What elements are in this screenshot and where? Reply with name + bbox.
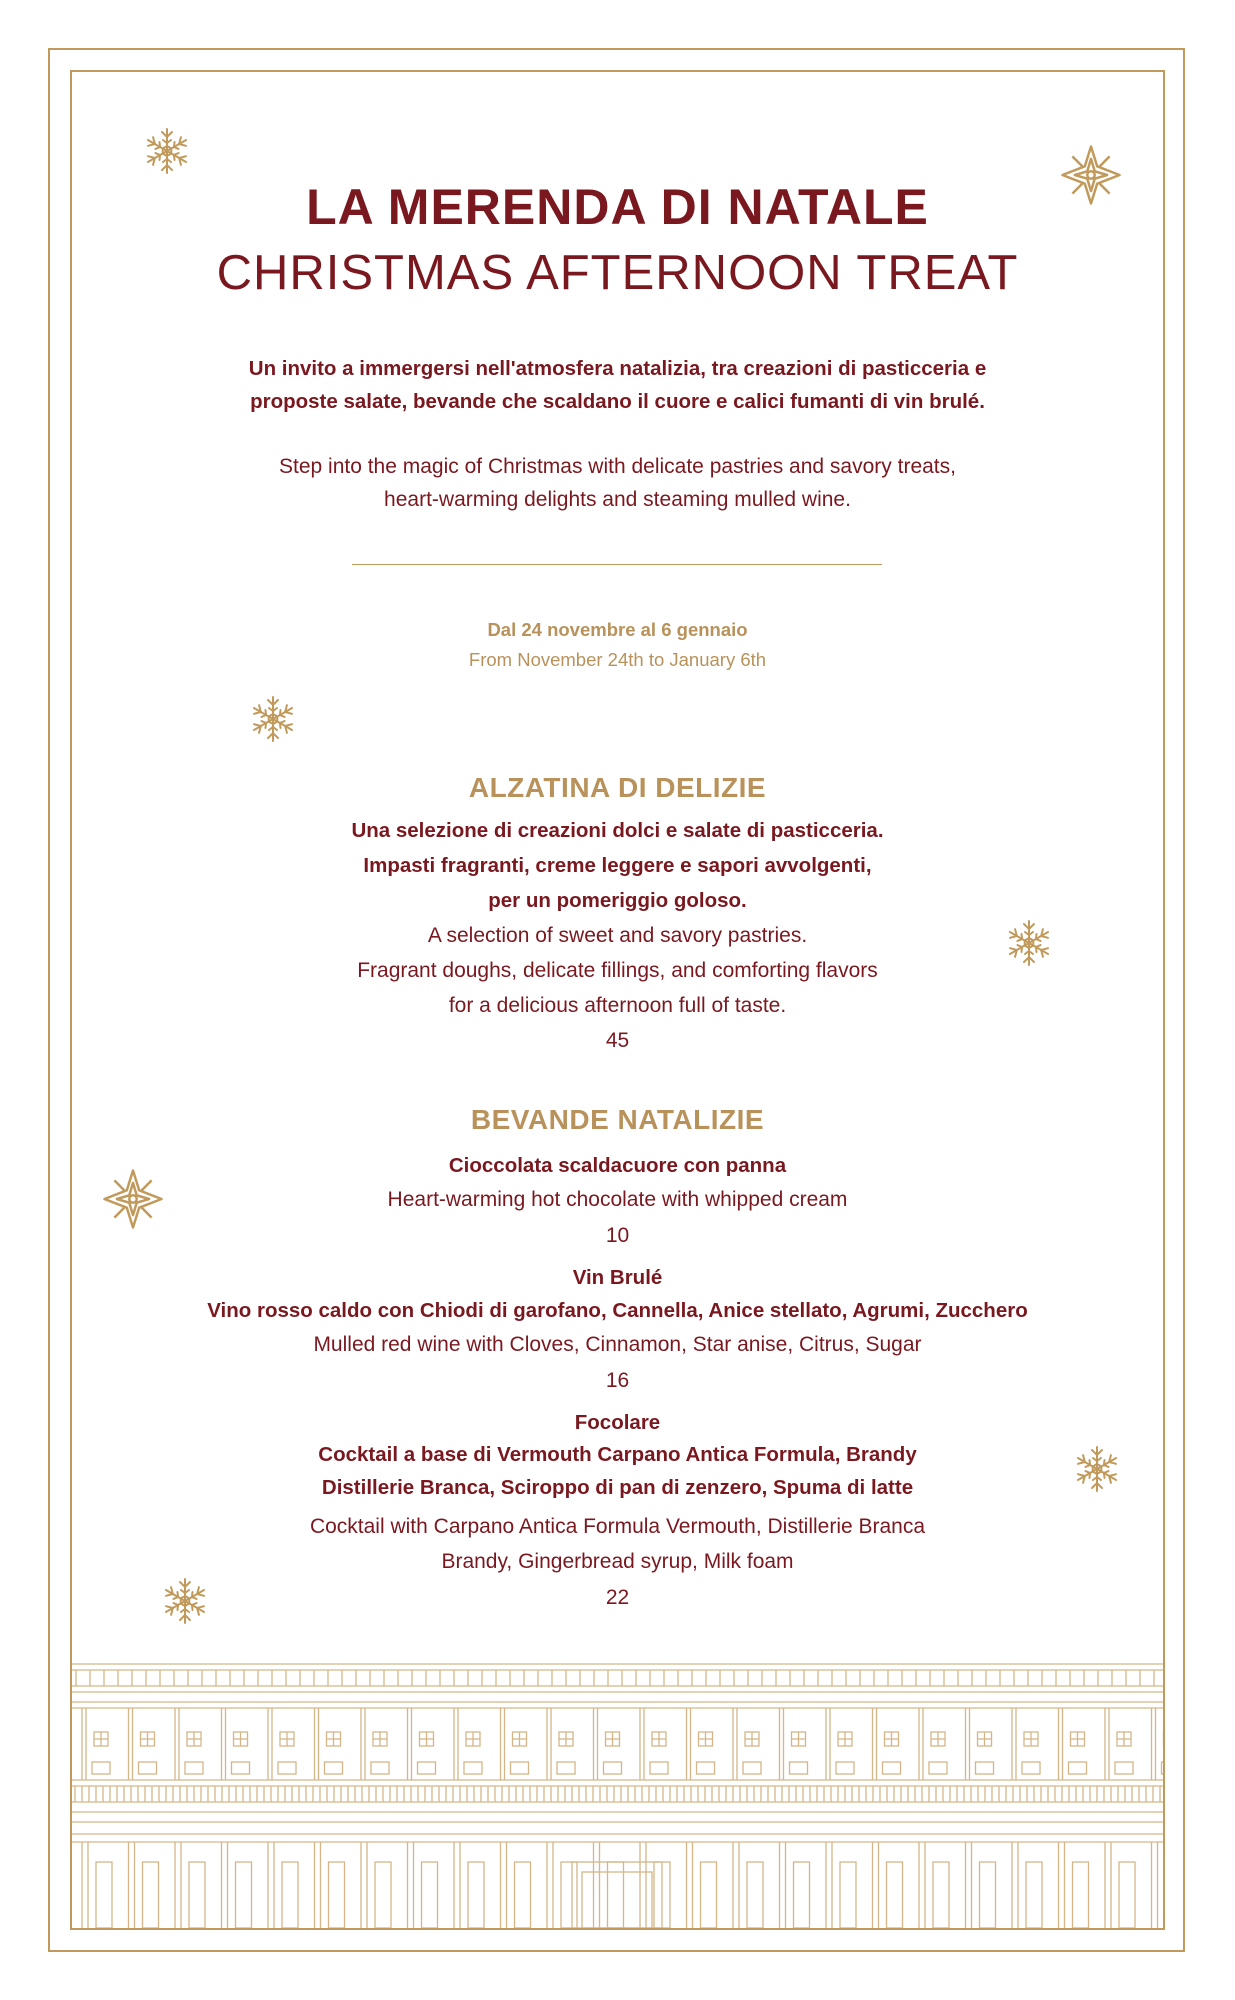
intro-line: Un invito a immergersi nell'atmosfera natalizia, tra creazioni di pasticceria e xyxy=(248,357,987,380)
section1-english-line: for a delicious afternoon full of taste. xyxy=(448,994,787,1017)
intro-line: Step into the magic of Christmas with delicate pastries and savory treats, xyxy=(279,455,956,478)
drink-desc-italian: Vino rosso caldo con Chiodi di garofano, Cannella, Anice stellato, Agrumi, Zucchero xyxy=(207,1299,1028,1322)
title-italian: LA MERENDA DI NATALE xyxy=(306,179,929,235)
drink-desc-english: Cocktail with Carpano Antica Formula Vermouth, Distillerie Branca xyxy=(309,1515,926,1538)
section1-price: 45 xyxy=(605,1029,630,1052)
building-facade-illustration xyxy=(72,1662,1163,1928)
drink-desc-english: Mulled red wine with Cloves, Cinnamon, Star anise, Citrus, Sugar xyxy=(313,1333,922,1356)
section1-english-line: A selection of sweet and savory pastries. xyxy=(427,924,808,947)
title-english: CHRISTMAS AFTERNOON TREAT xyxy=(216,246,1019,300)
drink-name-vin-brule: Vin Brulé xyxy=(572,1266,663,1289)
snowflake-icon xyxy=(248,694,298,744)
drink-name-focolare: Focolare xyxy=(574,1411,661,1434)
drink-name-cioccolata: Cioccolata scaldacuore con panna xyxy=(448,1154,787,1177)
intro-line: proposte salate, bevande che scaldano il cuore e calici fumanti di vin brulé. xyxy=(250,390,985,413)
drink-desc-italian: Cocktail a base di Vermouth Carpano Antica Formula, Brandy xyxy=(318,1443,917,1466)
section1-italian-line: per un pomeriggio goloso. xyxy=(488,889,747,912)
menu-card xyxy=(70,70,1165,1930)
drink-price: 16 xyxy=(605,1369,630,1392)
dates-english: From November 24th to January 6th xyxy=(468,649,767,670)
divider xyxy=(352,564,882,565)
drink-desc-english: Heart-warming hot chocolate with whipped cream xyxy=(387,1188,848,1211)
section1-italian-line: Una selezione di creazioni dolci e salate di pasticceria. xyxy=(351,819,884,842)
intro-line: heart-warming delights and steaming mulled wine. xyxy=(384,488,851,511)
drink-price: 10 xyxy=(605,1224,630,1247)
intro-english xyxy=(132,450,1103,516)
drink-price: 22 xyxy=(605,1586,630,1609)
section-title-bevande: BEVANDE NATALIZIE xyxy=(470,1104,765,1135)
dates-italian: Dal 24 novembre al 6 gennaio xyxy=(487,619,748,640)
intro-italian xyxy=(132,352,1103,418)
drink-desc-italian: Distillerie Branca, Sciroppo di pan di zenzero, Spuma di latte xyxy=(321,1476,914,1499)
section-title-alzatina: ALZATINA DI DELIZIE xyxy=(468,772,767,803)
drink-desc-english: Brandy, Gingerbread syrup, Milk foam xyxy=(441,1550,794,1573)
snowflake-icon xyxy=(142,126,192,176)
section1-italian-line: Impasti fragranti, creme leggere e sapori avvolgenti, xyxy=(363,854,872,877)
section1-english-line: Fragrant doughs, delicate fillings, and comforting flavors xyxy=(357,959,878,982)
